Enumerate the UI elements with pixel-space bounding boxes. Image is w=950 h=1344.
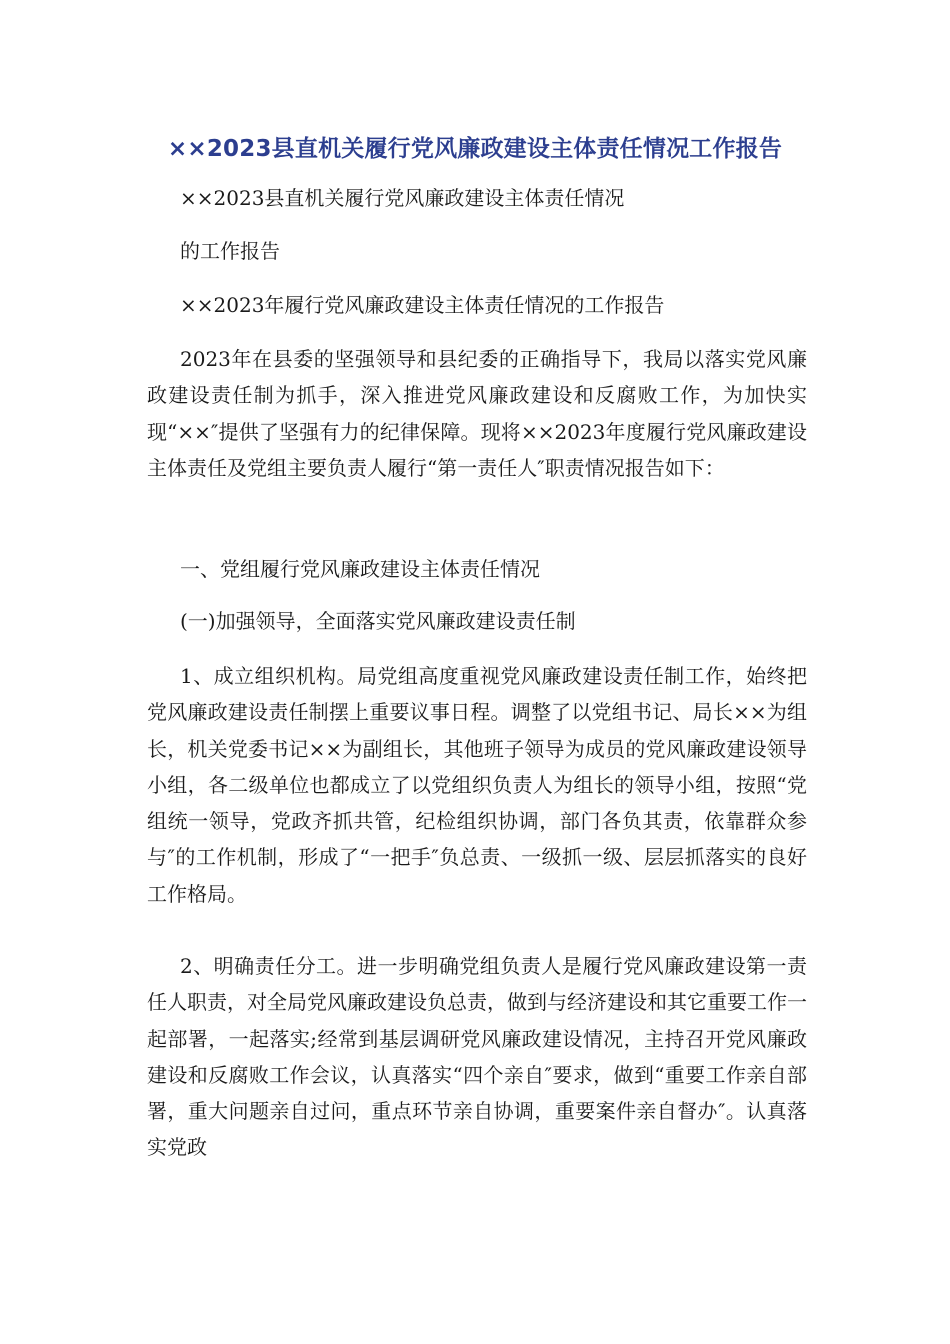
subtitle-line-3: ××2023年履行党风廉政建设主体责任情况的工作报告 (180, 293, 665, 317)
intro-paragraph: 2023年在县委的坚强领导和县纪委的正确指导下，我局以落实党风廉政建设责任制为抓手，深入推进党风廉政建设和反腐败工作，为加快实现“××″提供了坚强有力的纪律保障。现将××2023年度履行党风廉政建设主体责任及党组主要负责人履行“第一责任人″职责情况报告如下： (147, 347, 807, 480)
document-title: ××2023县直机关履行党风廉政建设主体责任情况工作报告 (167, 136, 783, 162)
item-paragraph-1: 1、成立组织机构。局党组高度重视党风廉政建设责任制工作，始终把党风廉政建设责任制摆上重要议事日程。调整了以党组书记、局长××为组长，机关党委书记××为副组长，其他班子领导为成员的党风廉政建设领导小组，各二级单位也都成立了以党组织负责人为组长的领导小组，按照“党组统一领导，党政齐抓共管，纪检组织协调，部门各负其责，依靠群众参与″的工作机制，形成了“一把手″负总责、一级抓一级、层层抓落实的良好工作格局。 (147, 664, 807, 906)
subsection-heading-1: (一)加强领导，全面落实党风廉政建设责任制 (180, 609, 576, 633)
subtitle-line-2: 的工作报告 (180, 239, 280, 263)
subtitle-line-1: ××2023县直机关履行党风廉政建设主体责任情况 (180, 186, 625, 210)
item-paragraph-2: 2、明确责任分工。进一步明确党组负责人是履行党风廉政建设第一责任人职责，对全局党风廉政建设负总责，做到与经济建设和其它重要工作一起部署，一起落实;经常到基层调研党风廉政建设情况，主持召开党风廉政建设和反腐败工作会议，认真落实“四个亲自″要求，做到“重要工作亲自部署，重大问题亲自过问，重点环节亲自协调，重要案件亲自督办″。认真落实党政 (147, 954, 807, 1160)
section-heading-1: 一、党组履行党风廉政建设主体责任情况 (180, 557, 540, 581)
